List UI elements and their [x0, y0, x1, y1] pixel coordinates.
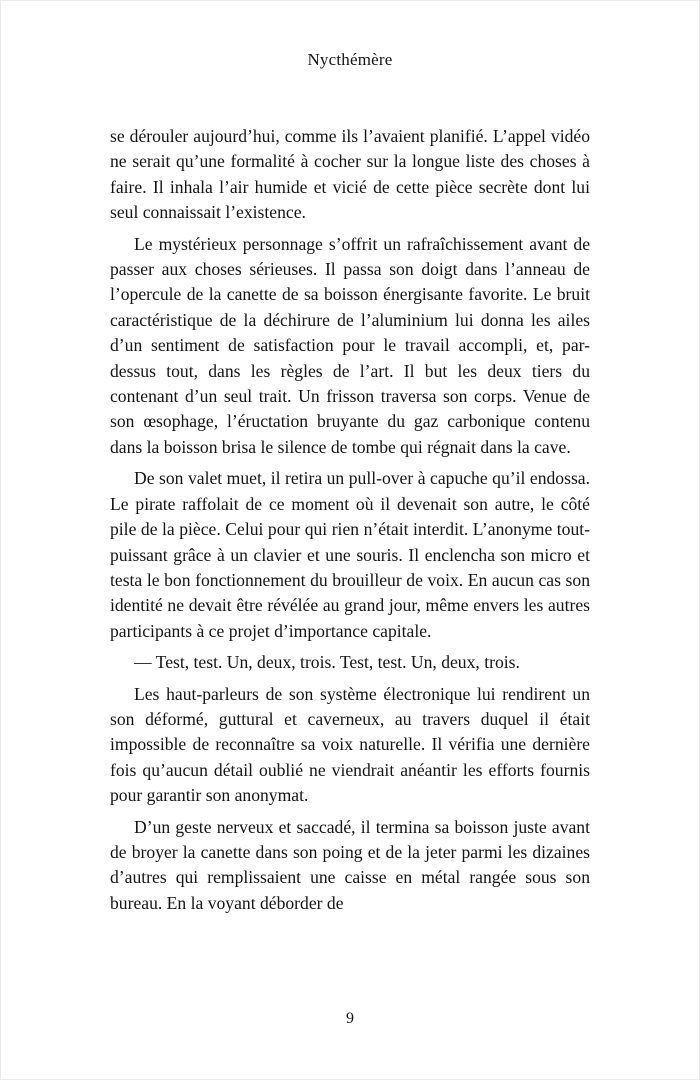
paragraph: Les haut-parleurs de son système électronique lui rendirent un son déformé, guttural et caverneux, au travers duquel il était impossible de reconnaître sa voix naturelle. Il vérifia une dernière fois qu’aucun détail oublié ne viendrait anéantir les efforts fournis pour garantir son anonymat. [110, 683, 590, 806]
body-text [110, 124, 590, 916]
page-number: 9 [346, 1010, 354, 1027]
running-header-title: Nycthémère [307, 50, 393, 69]
paragraph: Le mystérieux personnage s’offrit un rafraîchissement avant de passer aux choses sérieuses. Il passa son doigt dans l’anneau de l’opercule de la canette de sa boisson énergisante favorite. Le bruit caractéristique de la déchirure de l’aluminium lui donna les ailes d’un sentiment de satisfaction pour le travail accompli, et, par-dessus tout, dans les règles de l’art. Il but les deux tiers du contenant d’un seul trait. Un frisson traversa son corps. Venue de son œsophage, l’éructation bruyante du gaz carbonique contenu dans la boisson brisa le silence de tombe qui régnait dans la cave. [110, 233, 590, 457]
paragraph: se dérouler aujourd’hui, comme ils l’avaient planifié. L’appel vidéo ne serait qu’une formalité à cocher sur la longue liste des choses à faire. Il inhala l’air humide et vicié de cette pièce secrète dont lui seul connaissait l’existence. [110, 126, 590, 223]
paragraph-dialogue: — Test, test. Un, deux, trois. Test, test. Un, deux, trois. [134, 652, 520, 673]
paragraph: De son valet muet, il retira un pull-over à capuche qu’il endossa. Le pirate raffolait de ce moment où il devenait son autre, le côté pile de la pièce. Celui pour qui rien n’était interdit. L’anonyme tout-puissant grâce à un clavier et une souris. Il enclencha son micro et testa le bon fonctionnement du brouilleur de voix. En aucun cas son identité ne devait être révélée au grand jour, même envers les autres participants à ce projet d’importance capitale. [110, 468, 590, 641]
paragraph: D’un geste nerveux et saccadé, il termina sa boisson juste avant de broyer la canette dans son poing et de la jeter parmi les dizaines d’autres qui remplissaient une caisse en métal rangée sous son bureau. En la voyant déborder de [110, 816, 590, 913]
